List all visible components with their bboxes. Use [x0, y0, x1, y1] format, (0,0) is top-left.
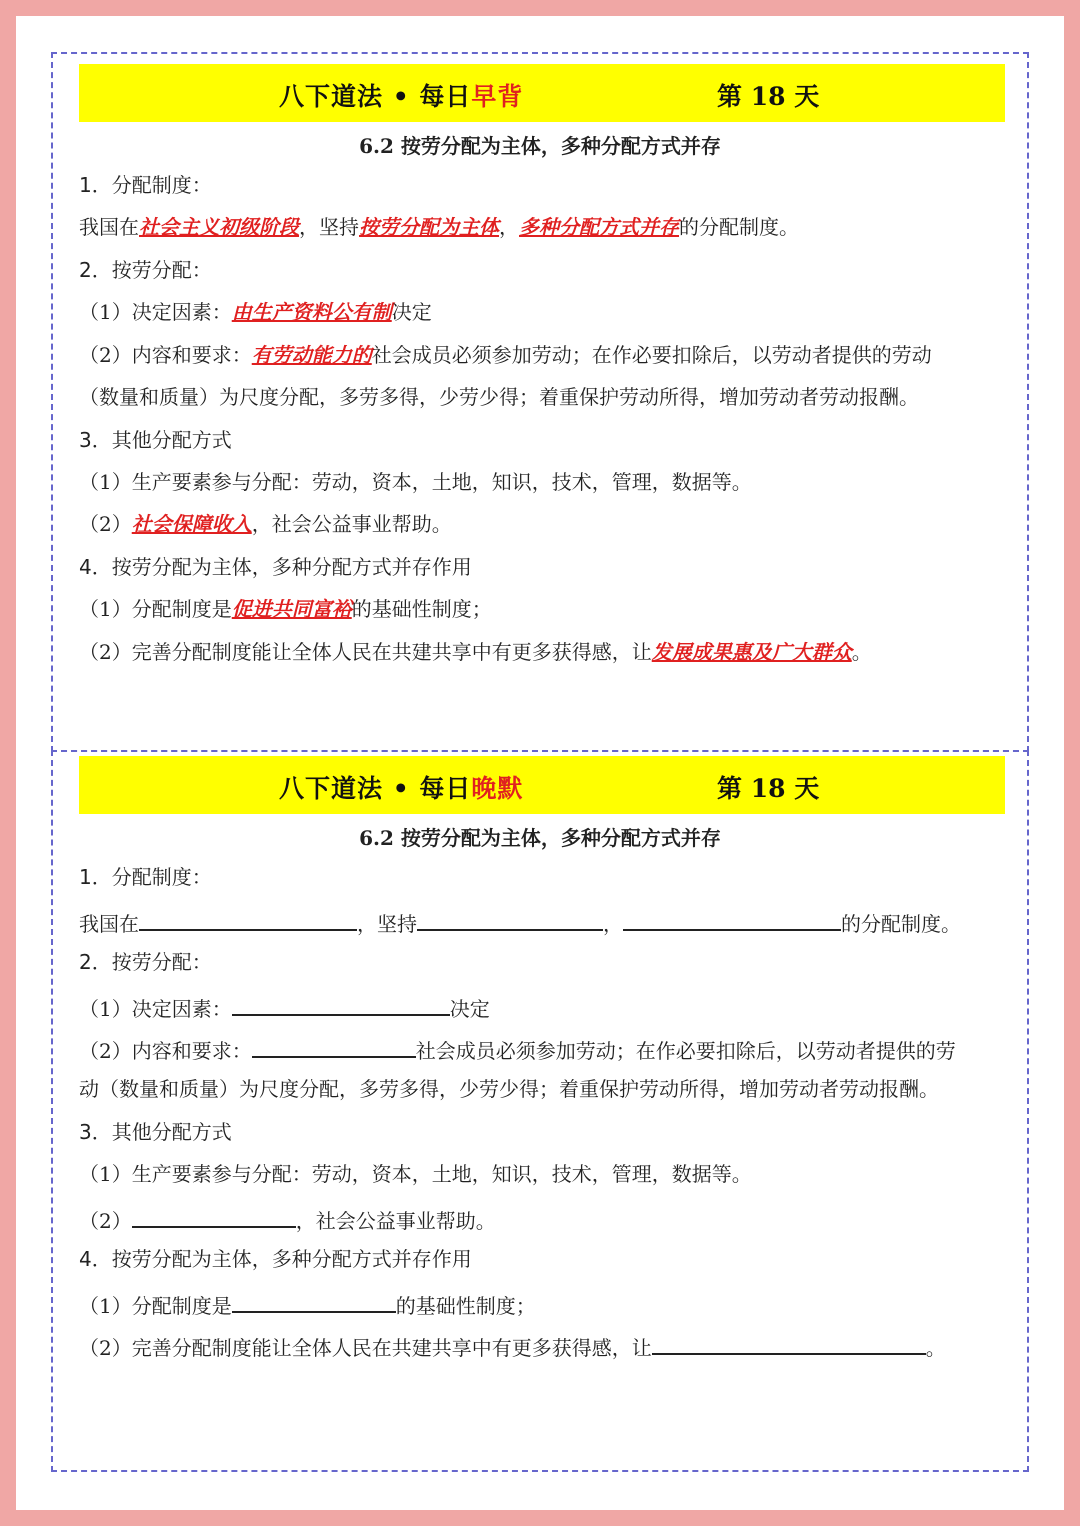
morning-heading-4: 4．按劳分配为主体，多种分配方式并存作用: [79, 555, 472, 579]
evening-panel: [51, 750, 1029, 1472]
morning-day-label: 第 18 天: [717, 82, 820, 111]
evening-paragraph-3-cont: 动（数量和质量）为尺度分配，多劳多得，少劳少得；着重保护劳动所得，增加劳动者劳动报酬。: [79, 1077, 939, 1101]
evening-day-label: 第 18 天: [717, 774, 820, 803]
fill-blank[interactable]: [232, 992, 450, 1016]
morning-heading-2: 2．按劳分配：: [79, 258, 212, 282]
morning-paragraph-1: 我国在社会主义初级阶段，坚持按劳分配为主体，多种分配方式并存的分配制度。: [79, 215, 799, 239]
evening-paragraph-3: （2）内容和要求： 社会成员必须参加劳动；在作必要扣除后，以劳动者提供的劳: [79, 1034, 956, 1064]
evening-paragraph-5: （2） ，社会公益事业帮助。: [79, 1204, 496, 1234]
evening-heading-4: 4．按劳分配为主体，多种分配方式并存作用: [79, 1247, 472, 1271]
evening-heading-3: 3．其他分配方式: [79, 1120, 232, 1144]
evening-paragraph-6: （1）分配制度是 的基础性制度；: [79, 1289, 536, 1319]
fill-blank[interactable]: [132, 1204, 296, 1228]
evening-paragraph-4: （1）生产要素参与分配：劳动，资本，土地，知识，技术，管理，数据等。: [79, 1162, 752, 1186]
fill-blank[interactable]: [623, 907, 841, 931]
morning-paragraph-3-cont: （数量和质量）为尺度分配，多劳多得，少劳少得；着重保护劳动所得，增加劳动者劳动报酬。: [79, 385, 919, 409]
morning-banner: [79, 64, 1005, 122]
morning-paragraph-2: （1）决定因素：由生产资料公有制决定: [79, 300, 432, 324]
morning-paragraph-7: （2）完善分配制度能让全体人民在共建共享中有更多获得感，让发展成果惠及广大群众。: [79, 640, 872, 664]
evening-paragraph-2: （1）决定因素： 决定: [79, 992, 490, 1022]
morning-panel: [51, 52, 1029, 752]
evening-banner: [79, 756, 1005, 814]
fill-blank[interactable]: [232, 1289, 396, 1313]
evening-paragraph-1: 我国在 ，坚持 ， 的分配制度。: [79, 907, 961, 937]
fill-blank[interactable]: [652, 1331, 926, 1355]
fill-blank[interactable]: [139, 907, 357, 931]
morning-paragraph-5: （2）社会保障收入，社会公益事业帮助。: [79, 512, 452, 536]
fill-blank[interactable]: [417, 907, 603, 931]
morning-title: 八下道法 • 每日早背: [279, 82, 524, 111]
morning-paragraph-6: （1）分配制度是促进共同富裕的基础性制度；: [79, 597, 492, 621]
morning-heading-1: 1．分配制度：: [79, 173, 212, 197]
evening-heading-1: 1．分配制度：: [79, 865, 212, 889]
morning-paragraph-4: （1）生产要素参与分配：劳动，资本，土地，知识，技术，管理，数据等。: [79, 470, 752, 494]
evening-heading-2: 2．按劳分配：: [79, 950, 212, 974]
morning-section-title: 6.2 按劳分配为主体，多种分配方式并存: [359, 134, 721, 158]
evening-title: 八下道法 • 每日晚默: [279, 774, 524, 803]
evening-paragraph-7: （2）完善分配制度能让全体人民在共建共享中有更多获得感，让 。: [79, 1331, 946, 1361]
fill-blank[interactable]: [252, 1034, 416, 1058]
morning-heading-3: 3．其他分配方式: [79, 428, 232, 452]
morning-paragraph-3: （2）内容和要求：有劳动能力的社会成员必须参加劳动；在作必要扣除后，以劳动者提供的劳动: [79, 343, 932, 367]
evening-section-title: 6.2 按劳分配为主体，多种分配方式并存: [359, 826, 721, 850]
